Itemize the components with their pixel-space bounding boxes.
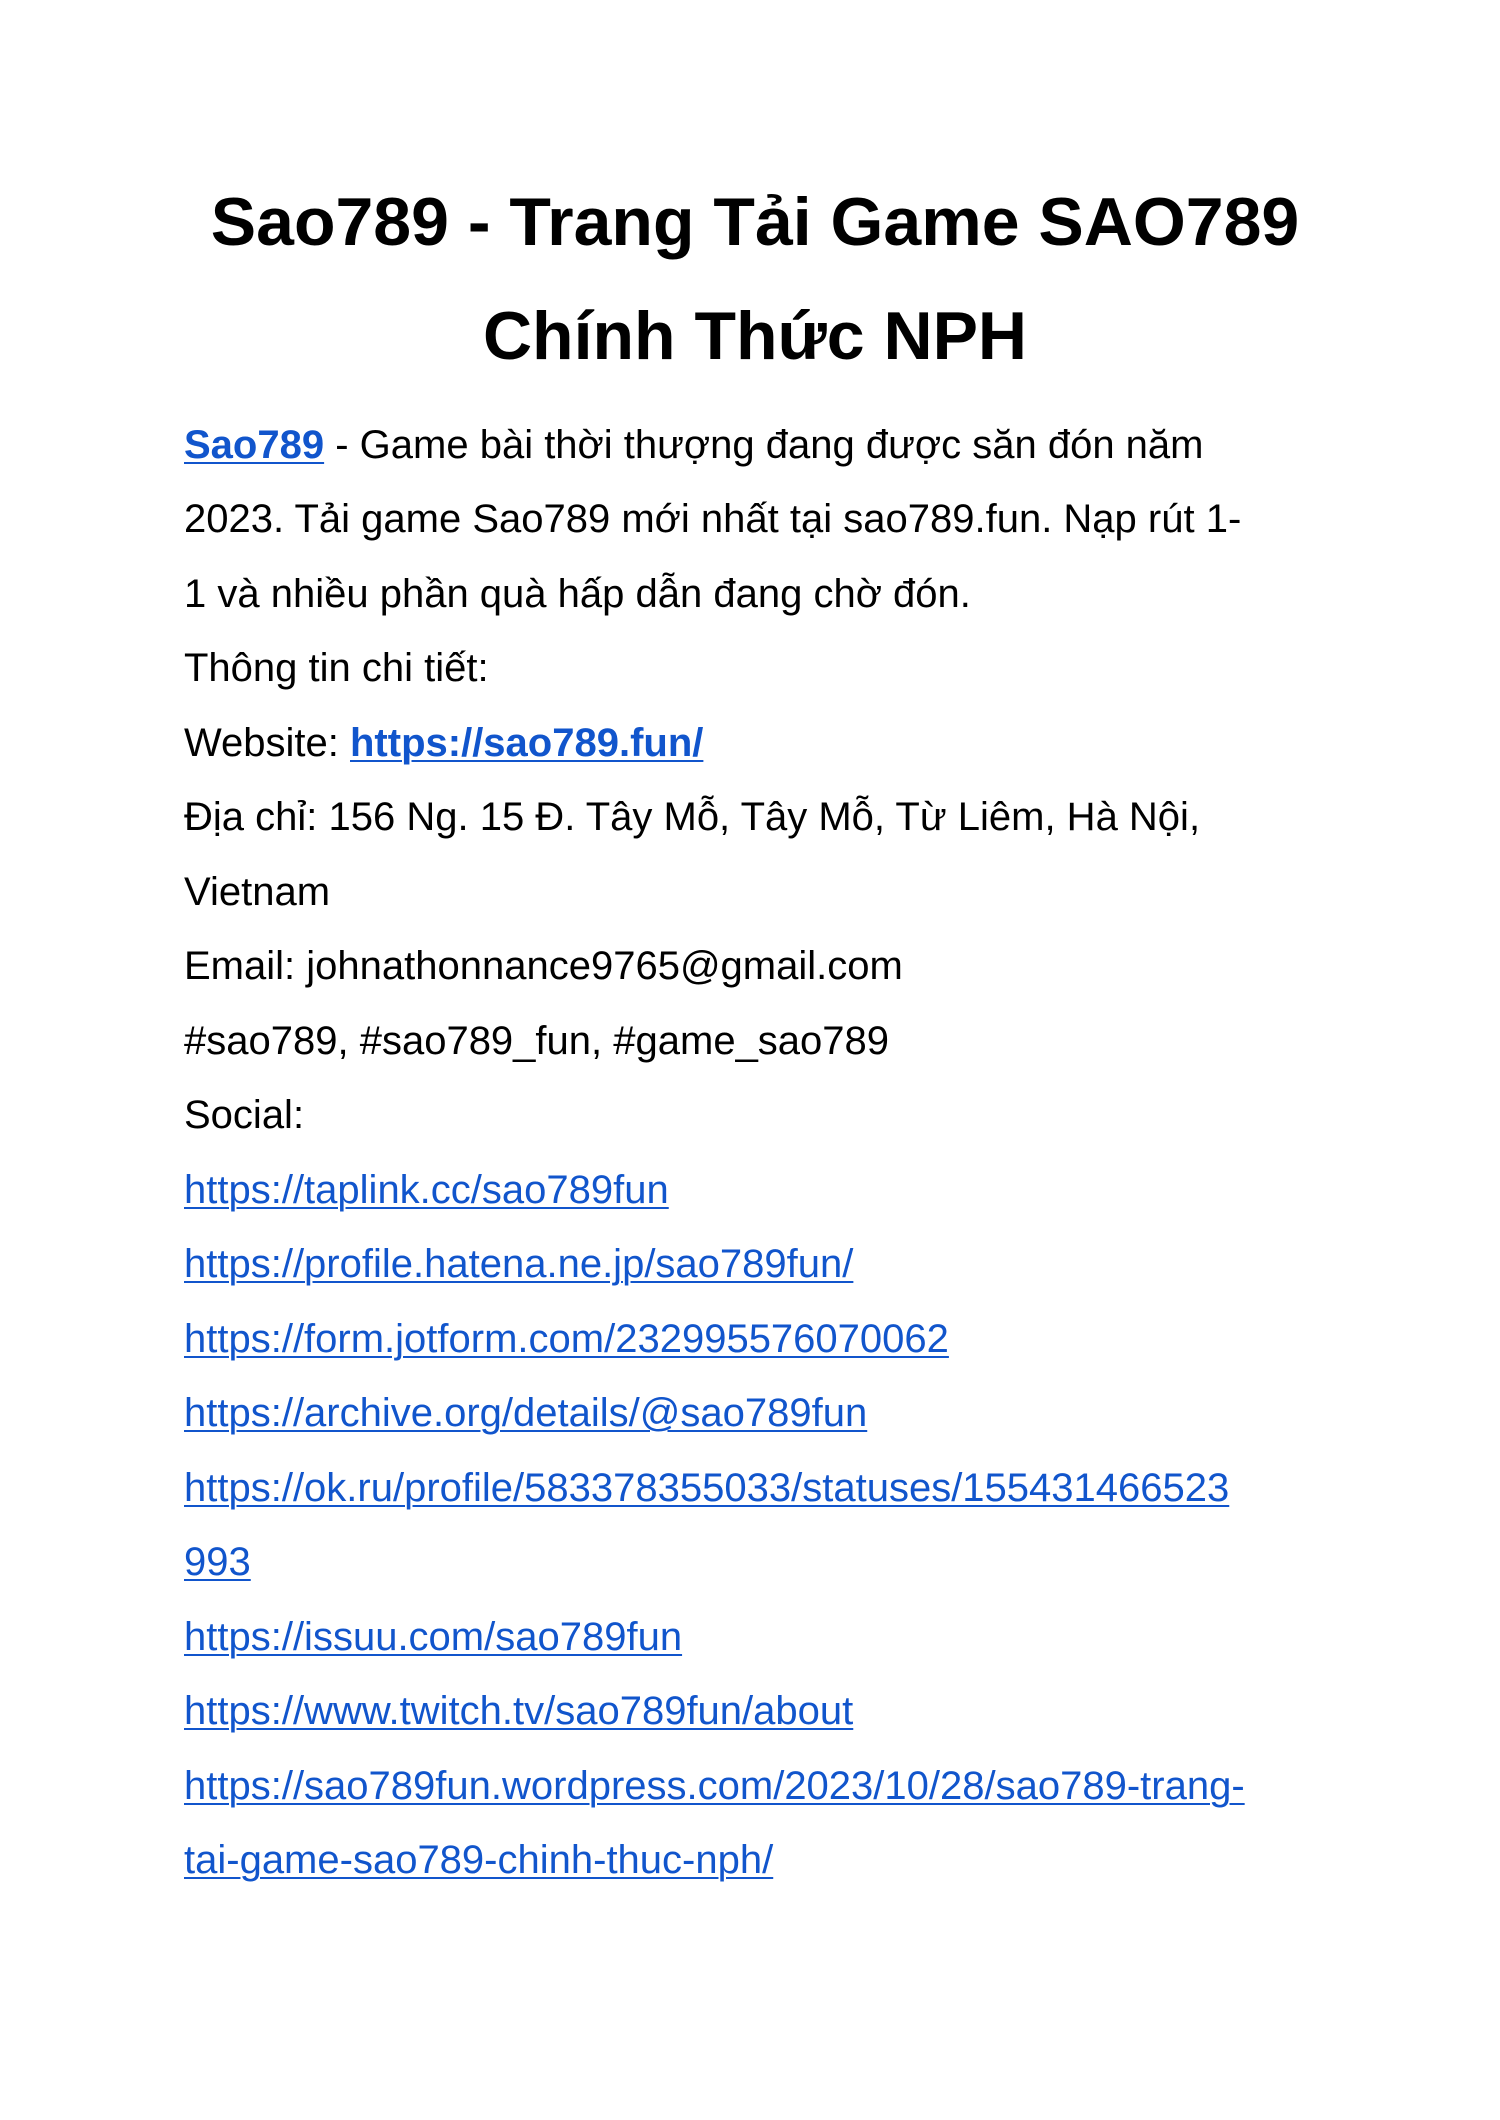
social-link-okru[interactable]: https://ok.ru/profile/583378355033/statuses/155431466523 [184,1466,1230,1510]
website-line [184,718,703,768]
website-label: Website: [184,721,350,765]
social-link-wordpress-cont[interactable]: tai-game-sao789-chinh-thuc-nph/ [184,1838,774,1882]
intro-line-2: 2023. Tải game Sao789 mới nhất tại sao789.fun. Nạp rút 1- [184,497,1242,541]
social-link-hatena[interactable]: https://profile.hatena.ne.jp/sao789fun/ [184,1242,854,1286]
intro-text: - Game bài thời thượng đang được săn đón năm [324,423,1204,467]
address-line-1: Địa chỉ: 156 Ng. 15 Đ. Tây Mỗ, Tây Mỗ, Từ Liêm, Hà Nội, [184,795,1201,839]
sao789-link[interactable]: Sao789 [184,423,325,467]
social-link-archive[interactable]: https://archive.org/details/@sao789fun [184,1391,868,1435]
social-label: Social: [184,1093,305,1137]
social-link-jotform[interactable]: https://form.jotform.com/232995576070062 [184,1317,949,1361]
page-title-line-1: Sao789 - Trang Tải Game SAO789 [210,184,1300,260]
page-title-line-2: Chính Thức NPH [482,298,1028,374]
intro-line-3: 1 và nhiều phần quà hấp dẫn đang chờ đón. [184,572,971,616]
website-link[interactable]: https://sao789.fun/ [350,721,704,765]
social-link-okru-cont[interactable]: 993 [184,1540,251,1584]
social-link-twitch[interactable]: https://www.twitch.tv/sao789fun/about [184,1689,854,1733]
hashtags-line: #sao789, #sao789_fun, #game_sao789 [184,1019,890,1063]
social-link-issuu[interactable]: https://issuu.com/sao789fun [184,1615,683,1659]
social-link-wordpress[interactable]: https://sao789fun.wordpress.com/2023/10/28/sao789-trang- [184,1764,1245,1808]
email-line: Email: johnathonnance9765@gmail.com [184,944,903,988]
intro-line-1 [184,420,1203,470]
address-line-2: Vietnam [184,870,331,914]
details-heading: Thông tin chi tiết: [184,646,489,690]
social-link-taplink[interactable]: https://taplink.cc/sao789fun [184,1168,669,1212]
